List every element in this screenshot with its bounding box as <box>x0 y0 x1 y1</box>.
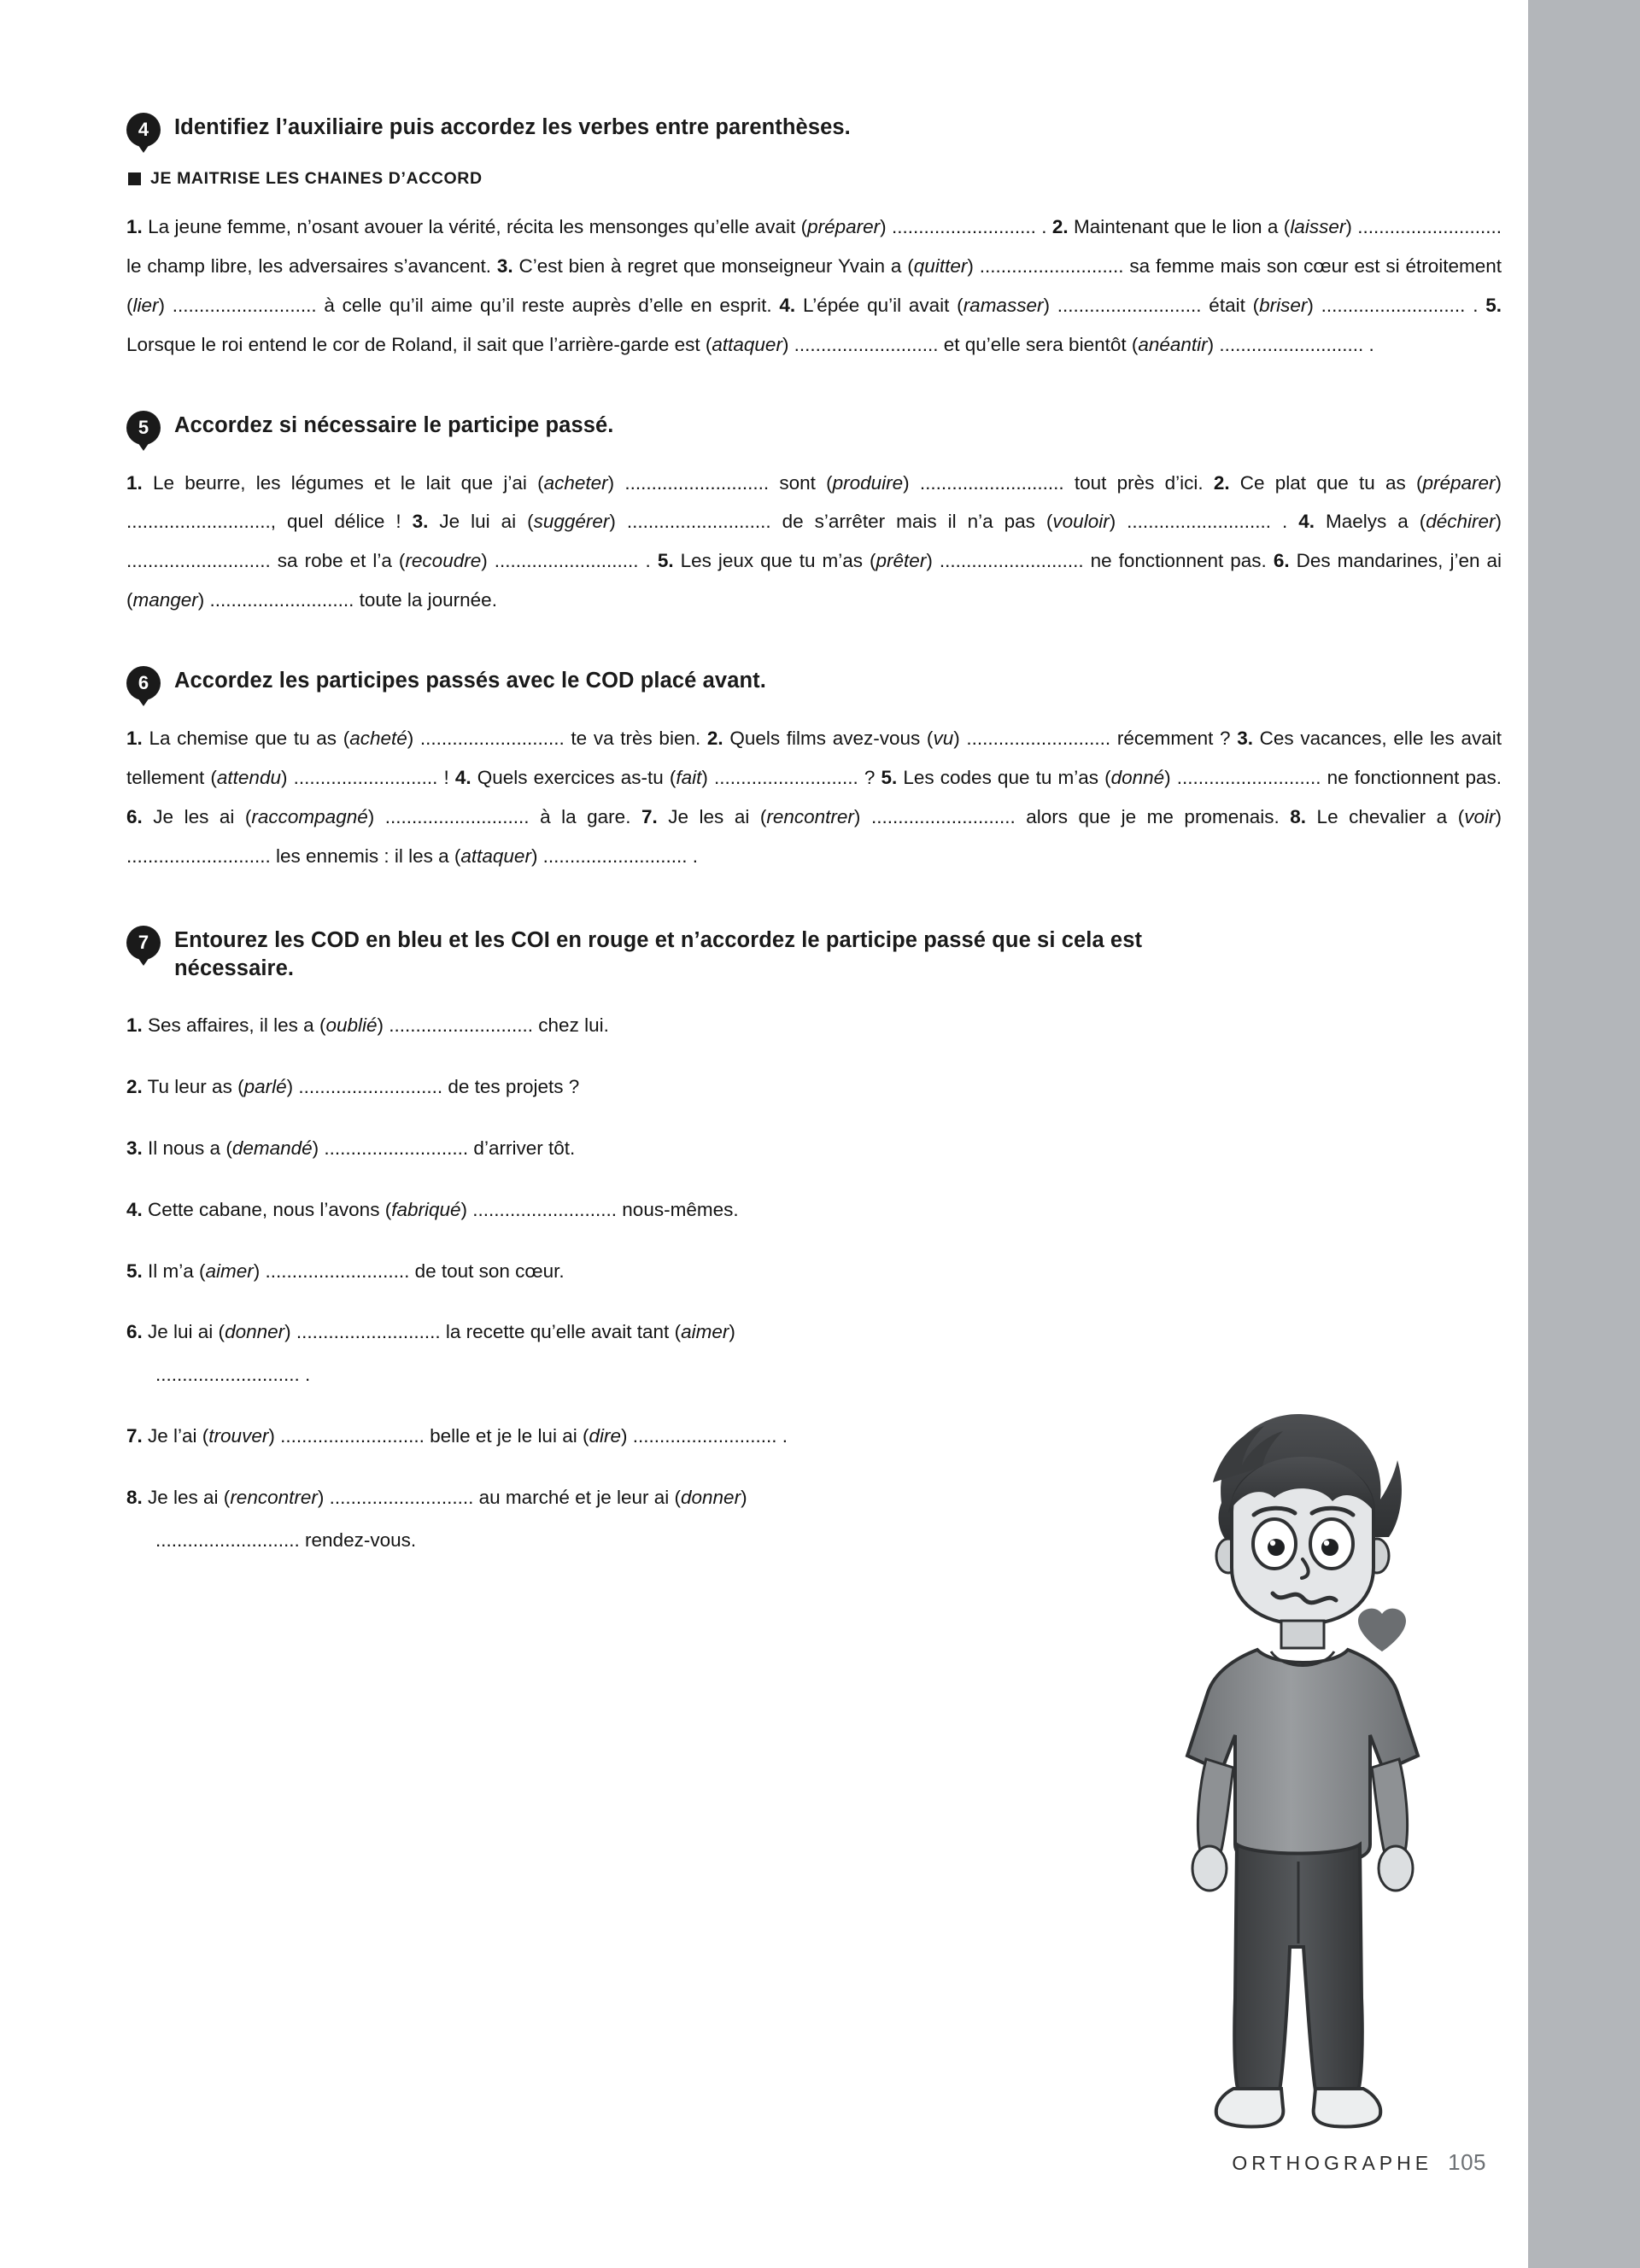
list-item-continuation: ........................... . <box>155 1364 311 1386</box>
exercise-number-badge: 6 <box>126 666 161 700</box>
square-bullet-icon <box>128 172 141 185</box>
exercise-number-badge: 4 <box>126 113 161 147</box>
exercise-5 <box>126 409 1502 621</box>
cartoon-boy-illustration <box>1162 1400 1444 2143</box>
exercise-5-text: 1. Le beurre, les légumes et le lait que j’ai (acheter) ........................... sont (produire) ........................... tout près d’ici. 2. Ce plat que tu as (préparer) ..........................., quel délice ! 3. Je lui ai (suggérer) ........................... de s’arrêter mais il n’a pas (vouloir) ........................... . 4. Maelys a (déchirer) ........................... sa robe et l’a (recoudre) ........................... . 5. Les jeux que tu m’as (prêter) ........................... ne fonctionnent pas. 6. Des mandarines, j’en ai (manger) ........................... toute la journée. <box>126 471 1502 611</box>
exercise-4-text: 1. La jeune femme, n’osant avouer la vérité, récita les mensonges qu’elle avait (préparer) ........................... . 2. Maintenant que le lion a (laisser) ........................... le champ libre, les adversaires s’avancent. 3. C’est bien à regret que monseigneur Yvain a (quitter) ........................... sa femme mais son cœur est si étroitement (lier) ........................... à celle qu’il aime qu’il reste auprès d’elle en esprit. 4. L’épée qu’il avait (ramasser) ........................... était (briser) ........................... . 5. Lorsque le roi entend le cor de Roland, il sait que l’arrière-garde est (attaquer) ........................... et qu’elle sera bientôt (anéantir) ........................... . <box>126 216 1502 355</box>
exercise-4 <box>126 111 1502 365</box>
exercise-title: Identifiez l’auxiliaire puis accordez les verbes entre parenthèses. <box>174 115 851 139</box>
exercise-7-items <box>126 1006 1168 1560</box>
list-item: 5. Il m’a (aimer) ........................... de tout son cœur. <box>126 1260 565 1282</box>
list-item: 6. Je lui ai (donner) ........................... la recette qu’elle avait tant (aimer) <box>126 1321 735 1343</box>
exercise-number-badge: 5 <box>126 411 161 445</box>
page-side-bar <box>1528 0 1640 2268</box>
exercise-6 <box>126 664 1502 876</box>
exercise-7-header <box>126 924 1502 984</box>
exercise-6-header <box>126 664 1502 700</box>
list-item: 4. Cette cabane, nous l’avons (fabriqué) ........................... nous-mêmes. <box>126 1198 739 1220</box>
list-item: 7. Je l’ai (trouver) ........................... belle et je le lui ai (dire) ........................... . <box>126 1425 788 1447</box>
footer-section-label: ORTHOGRAPHE <box>1232 2152 1433 2174</box>
exercise-title: Entourez les COD en bleu et les COI en rouge et n’accordez le participe passé que si cela est nécessaire. <box>174 927 1143 981</box>
page-footer <box>1232 2149 1486 2176</box>
list-item-continuation: ........................... rendez-vous. <box>155 1529 417 1552</box>
exercise-title: Accordez si nécessaire le participe passé. <box>174 412 614 437</box>
list-item: 2. Tu leur as (parlé) ........................... de tes projets ? <box>126 1075 580 1097</box>
list-item: 1. Ses affaires, il les a (oublié) ........................... chez lui. <box>126 1014 609 1036</box>
list-item: 3. Il nous a (demandé) ........................... d’arriver tôt. <box>126 1137 576 1159</box>
exercise-5-header <box>126 409 1502 445</box>
exercise-4-header <box>126 111 1502 147</box>
subheading-label: JE MAITRISE LES CHAINES D’ACCORD <box>150 169 483 188</box>
exercise-4-subheading <box>128 169 1502 189</box>
exercise-title: Accordez les participes passés avec le COD placé avant. <box>174 669 766 693</box>
page-content <box>126 85 1502 1560</box>
list-item: 8. Je les ai (rencontrer) ........................... au marché et je leur ai (donner) <box>126 1487 747 1509</box>
page-number: 105 <box>1448 2149 1486 2175</box>
exercise-number-badge: 7 <box>126 926 161 960</box>
exercise-6-text: 1. La chemise que tu as (acheté) ........................... te va très bien. 2. Quels films avez-vous (vu) ........................... récemment ? 3. Ces vacances, elle les avait tellement (attendu) ........................... ! 4. Quels exercices as-tu (fait) ........................... ? 5. Les codes que tu m’as (donné) ........................... ne fonctionnent pas. 6. Je les ai (raccompagné) ........................... à la gare. 7. Je les ai (rencontrer) ........................... alors que je me promenais. 8. Le chevalier a (voir) ........................... les ennemis : il les a (attaquer) ........................... . <box>126 728 1502 867</box>
